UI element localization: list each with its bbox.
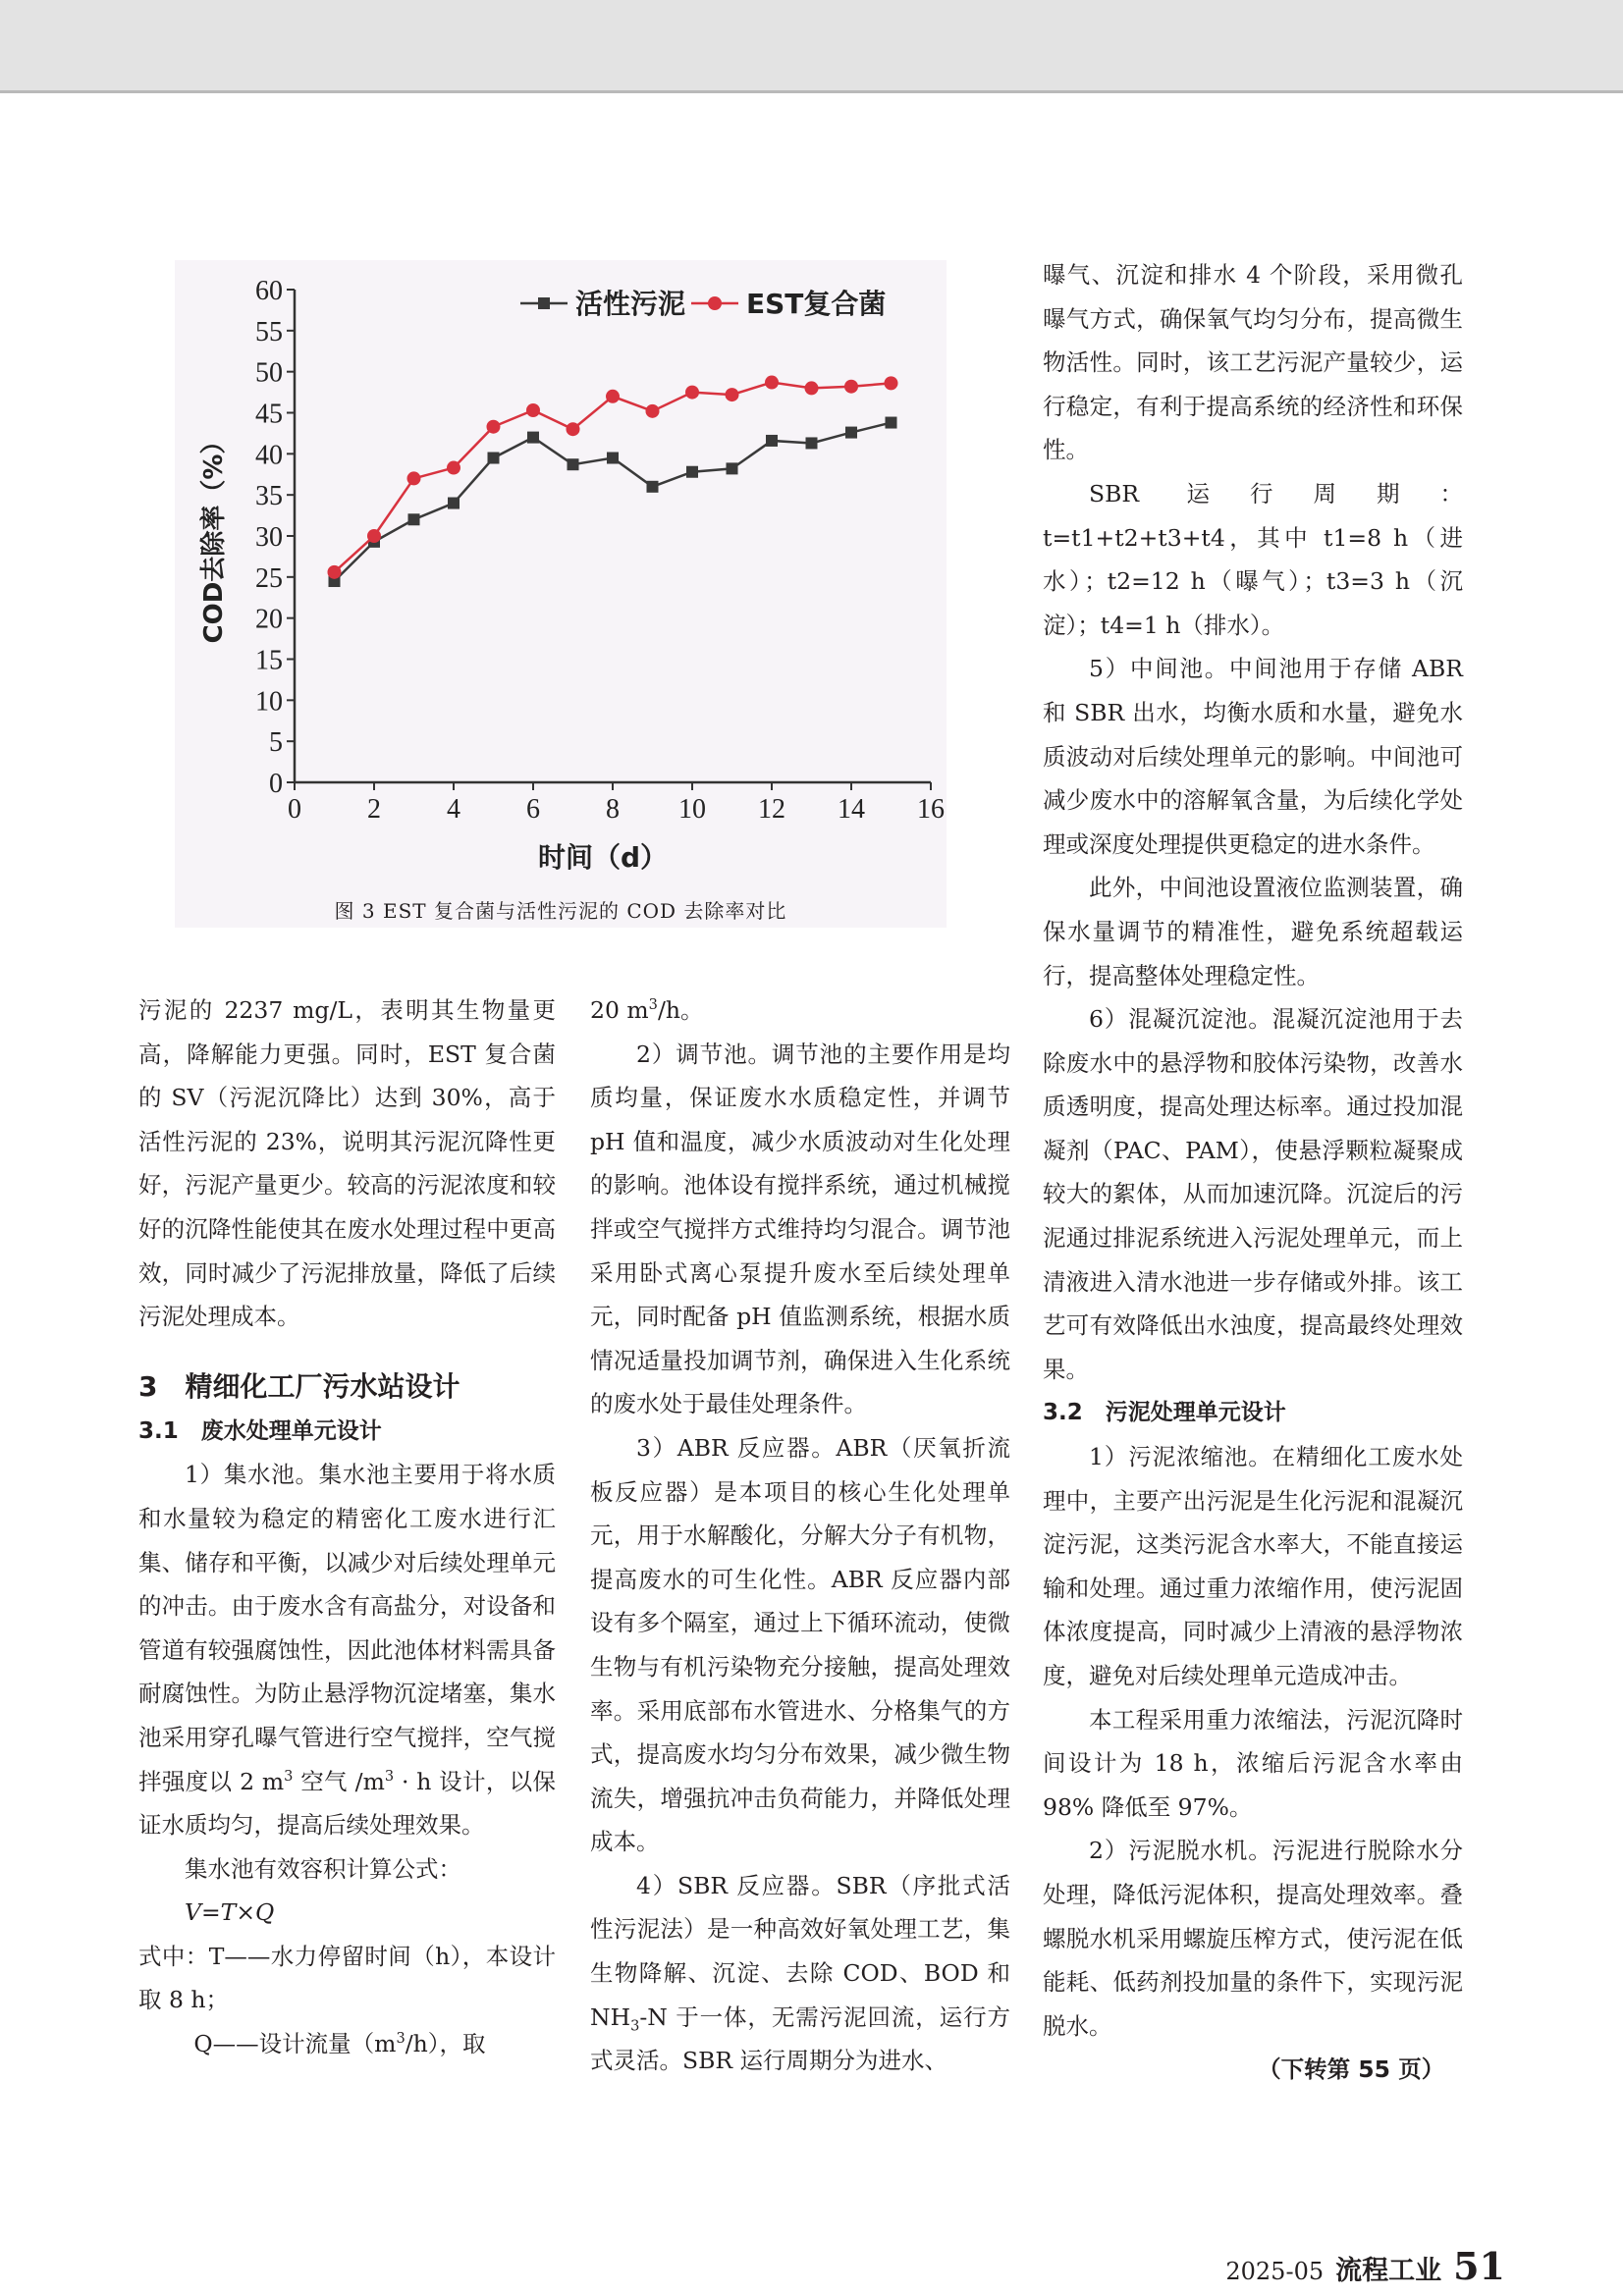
right-column	[1043, 253, 1463, 2092]
sbr-cycle-paragraph: SBR 运行周期：t=t1+t2+t3+t4，其中 t1=8 h（进水）；t2=12 h（曝气）；t3=3 h（沉淀）；t4=1 h（排水）。	[1043, 479, 1463, 639]
left-column	[138, 988, 556, 2066]
series-2-point	[844, 380, 858, 394]
series-2-point	[567, 422, 580, 436]
abr-reactor-paragraph: 3）ABR 反应器。ABR（厌氧折流板反应器）是本项目的核心生化处理单元，用于水解酸化，分解大分子有机物，提高废水的可生化性。ABR 反应器内部设有多个隔室，通过上下循环流动，使微生物与有机污染物充分接触，提高处理效率。采用底部布水管进水、分格集气的方式，提高废水均匀分布效果，减少微生物流失，增强抗冲击负荷能力，并降低处理成本。	[590, 1433, 1010, 1856]
figure-caption: 图 3 EST 复合菌与活性污泥的 COD 去除率对比	[334, 899, 787, 923]
text-run: /h），取	[405, 2030, 486, 2058]
series-1-point	[766, 435, 778, 447]
text-run: Q——设计流量（m	[193, 2030, 397, 2058]
viewer-top-bar	[0, 0, 1623, 93]
x-tick-label: 8	[606, 794, 620, 825]
x-axis-title: 时间（d）	[537, 841, 669, 874]
series-1-point	[845, 427, 857, 439]
text-run: -N 于一体，无需污泥回流，运行方式灵活。SBR 运行周期分为进水、	[590, 2002, 1010, 2075]
intermediate-tank-paragraph: 5）中间池。中间池用于存储 ABR 和 SBR 出水，均衡水质和水量，避免水质波动对后续处理单元的影响。中间池可减少废水中的溶解氧含量，为后续化学处理或深度处理提供更稳定的进水条件。	[1043, 655, 1463, 858]
series-2-point	[367, 529, 381, 543]
section-3-1-heading: 3.1 废水处理单元设计	[138, 1417, 382, 1444]
y-tick-label: 45	[255, 399, 283, 430]
journal-name: 流程工业	[1335, 2256, 1442, 2286]
legend-label-1: 活性污泥	[575, 288, 686, 320]
series-1-point	[886, 417, 897, 429]
left-paragraph-1: 污泥的 2237 mg/L，表明其生物量更高，降解能力更强。同时，EST 复合菌的 SV（污泥沉降比）达到 30%，高于活性污泥的 23%，说明其污泥沉降性更好，污泥产量更少。较高的污泥浓度和较好的沉降性能使其在废水处理过程中更高效，同时减少了污泥排放量，降低了后续污泥处理成本。	[138, 996, 556, 1331]
formula-definition-q: Q——设计流量$(m^3/h)$，取	[193, 2030, 486, 2058]
x-tick-label: 12	[758, 794, 785, 825]
y-tick-label: 40	[255, 440, 283, 471]
y-tick-label: 55	[255, 316, 283, 347]
series-1-point	[647, 481, 659, 493]
legend-marker-1	[538, 297, 550, 309]
y-tick-label: 50	[255, 357, 283, 389]
series-2-point	[606, 390, 620, 403]
middle-paragraph-0: 20 $m^3/h$。	[590, 996, 704, 1024]
series-2-point	[805, 381, 819, 395]
series-2-point	[407, 471, 421, 485]
cod-removal-chart	[175, 260, 947, 888]
y-tick-label: 5	[269, 727, 283, 759]
x-tick-label: 4	[447, 794, 460, 825]
y-tick-label: 35	[255, 481, 283, 512]
legend-label-2: EST复合菌	[746, 288, 887, 320]
series-2-point	[765, 376, 779, 390]
y-tick-label: 0	[269, 769, 283, 799]
series-2-point	[885, 376, 898, 390]
series-1-point	[607, 453, 619, 464]
series-2-point	[646, 404, 660, 418]
page-footer	[1225, 2244, 1505, 2288]
formula-definition-t: 式中：T——水力停留时间（h），本设计取 8 h；	[138, 1942, 556, 2014]
y-tick-label: 30	[255, 522, 283, 553]
gravity-thickening-paragraph: 本工程采用重力浓缩法，污泥沉降时间设计为 18 h，浓缩后污泥含水率由 98% 降低至 97%。	[1043, 1705, 1463, 1821]
level-monitor-paragraph: 此外，中间池设置液位监测装置，确保水量调节的精准性，避免系统超载运行，提高整体处理稳定性。	[1043, 874, 1463, 989]
text-run: 4）SBR 反应器。SBR（序批式活性污泥法）是一种高效好氧处理工艺，集生物降解、沉淀、去除 COD、BOD 和 NH	[590, 1871, 1010, 2031]
series-2-point	[487, 420, 501, 434]
formula-intro: 集水池有效容积计算公式：	[185, 1854, 461, 1883]
text-run: · h 设计，以保证水质均匀，提高后续处理效果。	[138, 1767, 556, 1840]
x-tick-label: 0	[288, 794, 301, 825]
x-tick-label: 6	[526, 794, 540, 825]
legend-marker-2	[708, 296, 722, 310]
series-2-point	[726, 388, 739, 401]
series-2-point	[328, 565, 342, 579]
series-1-point	[408, 513, 420, 525]
series-1-point	[806, 437, 818, 449]
sbr-reactor-paragraph: 4）SBR 反应器。SBR（序批式活性污泥法）是一种高效好氧处理工艺，集生物降解、沉淀、去除 COD、BOD 和 $NH_3-N$ 于一体，无需污泥回流，运行方式灵活。SBR 运行周期分为进水、	[590, 1871, 1010, 2075]
series-2-point	[447, 461, 460, 475]
y-tick-label: 20	[255, 604, 283, 635]
y-axis-title: COD去除率（%）	[199, 428, 229, 644]
regulating-tank-paragraph: 2）调节池。调节池的主要作用是均质均量，保证废水水质稳定性，并调节 pH 值和温度，减少水质波动对生化处理的影响。池体设有搅拌系统，通过机械搅拌或空气搅拌方式维持均匀混合。调节池采用卧式离心泵提升废水至后续处理单元，同时配备 pH 值监测系统，根据水质情况适量投加调节剂，确保进入生化系统的废水处于最佳处理条件。	[590, 1040, 1010, 1418]
collection-tank-paragraph: 1）集水池。集水池主要用于将水质和水量较为稳定的精密化工废水进行汇集、储存和平衡，以减少对后续处理单元的冲击。由于废水含有高盐分，对设备和管道有较强腐蚀性，因此池体材料需具备耐腐蚀性。为防止悬浮物沉淀堵塞，集水池采用穿孔曝气管进行空气搅拌，空气搅拌强度以 2 $m^3$ 空气 $/m^3 \cdot h$ 设计，以保证水质均匀，提高后续处理效果。	[138, 1461, 556, 1840]
coagulation-tank-paragraph: 6）混凝沉淀池。混凝沉淀池用于去除废水中的悬浮物和胶体污染物，改善水质透明度，提高处理达标率。通过投加混凝剂（PAC、PAM），使悬浮颗粒凝聚成较大的絮体，从而加速沉降。沉淀后的污泥通过排泥系统进入污泥处理单元，而上清液进入清水池进一步存储或外排。该工艺可有效降低出水浊度，提高最终处理效果。	[1043, 1005, 1463, 1383]
x-tick-label: 14	[838, 794, 865, 825]
series-1-point	[527, 432, 539, 444]
dewatering-paragraph: 2）污泥脱水机。污泥进行脱除水分处理，降低污泥体积，提高处理效率。叠螺脱水机采用螺旋压榨方式，使污泥在低能耗、低药剂投加量的条件下，实现污泥脱水。	[1043, 1837, 1463, 2040]
volume-formula: V=T×Q	[185, 1898, 275, 1927]
x-tick-label: 16	[917, 794, 945, 825]
page-number: 51	[1453, 2244, 1505, 2288]
sludge-thickener-paragraph: 1）污泥浓缩池。在精细化工废水处理中，主要产出污泥是生化污泥和混凝沉淀污泥，这类污泥含水率大，不能直接运输和处理。通过重力浓缩作用，使污泥固体浓度提高，同时减少上清液的悬浮物浓度，避免对后续处理单元造成冲击。	[1043, 1443, 1463, 1689]
x-tick-label: 2	[367, 794, 381, 825]
section-3-2-heading: 3.2 污泥处理单元设计	[1043, 1400, 1286, 1426]
series-1-point	[448, 498, 460, 509]
continued-note: （下转第 55 页）	[1258, 2056, 1445, 2084]
middle-column	[590, 988, 1010, 2083]
series-2-point	[685, 386, 699, 400]
section-3-heading: 3 精细化工厂污水站设计	[138, 1369, 460, 1403]
text-run: 空气 /m	[293, 1767, 385, 1795]
y-tick-label: 15	[255, 645, 283, 676]
text-run: 1）集水池。集水池主要用于将水质和水量较为稳定的精密化工废水进行汇集、储存和平衡，以减少对后续处理单元的冲击。由于废水含有高盐分，对设备和管道有较强腐蚀性，因此池体材料需具备耐腐蚀性。为防止悬浮物沉淀堵塞，集水池采用穿孔曝气管进行空气搅拌，空气搅拌强度以 2 m	[138, 1461, 556, 1795]
series-1-point	[488, 453, 500, 464]
series-1-point	[568, 458, 579, 470]
right-paragraph-1: 曝气、沉淀和排水 4 个阶段，采用微孔曝气方式，确保氧气均匀分布，提高微生物活性。同时，该工艺污泥产量较少，运行稳定，有利于提高系统的经济性和环保性。	[1043, 261, 1463, 464]
series-2-point	[526, 403, 540, 417]
y-tick-label: 25	[255, 562, 283, 594]
y-tick-label: 60	[255, 276, 283, 306]
text-run: /h。	[657, 996, 704, 1024]
y-tick-label: 10	[255, 686, 283, 718]
x-tick-label: 10	[678, 794, 706, 825]
series-1-point	[727, 462, 738, 474]
text-run: 20 m	[590, 996, 649, 1024]
issue-date: 2025-05	[1225, 2258, 1325, 2285]
series-1-point	[686, 466, 698, 478]
